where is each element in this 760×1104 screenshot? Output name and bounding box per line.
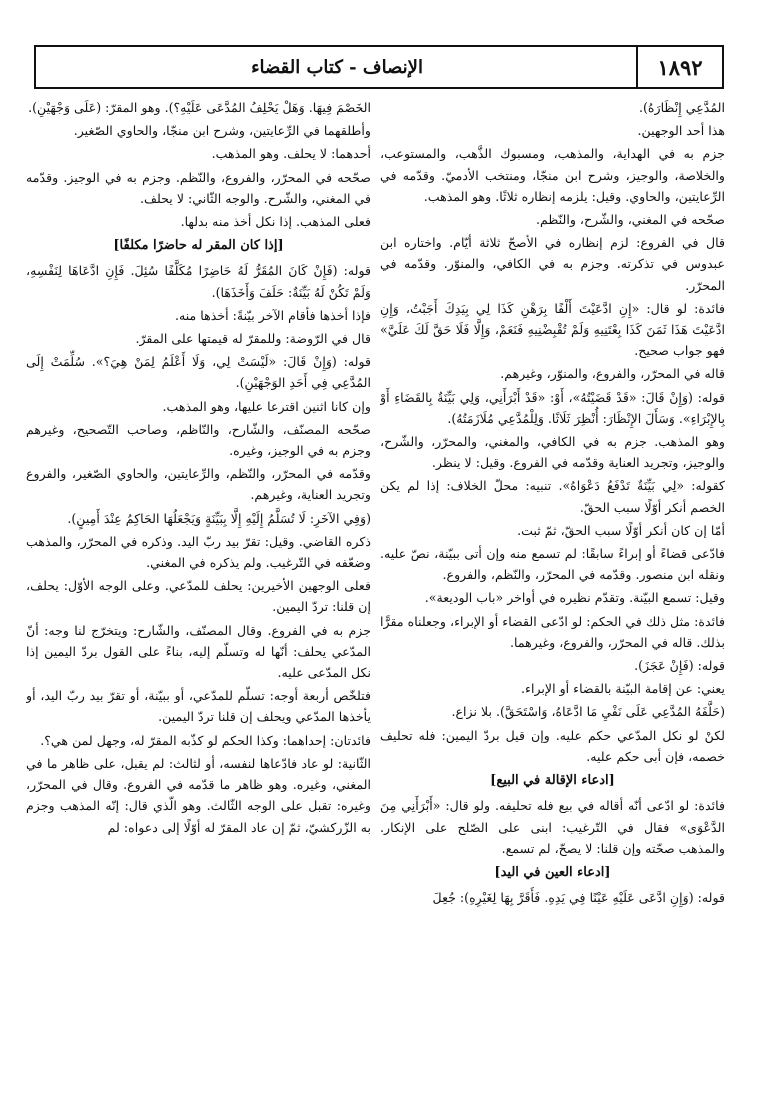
paragraph: وأطلقهما في الرِّعايتين، وشرح ابن منجّا، والحاوي الصّغير. bbox=[73, 123, 371, 139]
paragraph: قوله: (فَإِنْ عَجَزَ). bbox=[634, 658, 725, 674]
paragraph: فتلخّص أربعة أوجه: تسلّم للمدّعي، أو ببيّنة، أو تقرّ بيد ربّ اليد، أو يأخذها المدّعي ويحلف إن قلنا تردّ اليمين. bbox=[26, 688, 371, 725]
left-text-column bbox=[26, 97, 371, 1092]
paragraph: وقيل: تسمع البيّنة. وتقدّم نظيره في أواخر «باب الوديعة». bbox=[424, 590, 725, 606]
paragraph: فعلى المذهب. إذا نكل أخذ منه بدلها. bbox=[180, 214, 371, 230]
paragraph: وإن كانا اثنين اقترعا عليها، وهو المذهب. bbox=[162, 398, 371, 414]
paragraph: (حَلَّفَهُ المُدَّعِي عَلَى نَفْيِ مَا ادَّعَاهُ، وَاسْتَحَقَّ). بلا نزاع. bbox=[451, 704, 725, 720]
paragraph: أحدهما: لا يحلف. وهو المذهب. bbox=[211, 146, 371, 162]
paragraph: قوله: (وَإِنْ قَالَ: «قَدْ قَضَيْتُهُ»، أَوْ: «قَدْ أَبْرَأَنِي، وَلِي بَيِّنَةٌ بِالقَضَاءِ أَوْ بِالإِبْرَاءِ». وَسَأَلَ الإِنْظَارَ: أُنْظِرَ ثَلَاثًا. وَلِلْمُدَّعِي مُلَازَمَتُهُ). bbox=[380, 389, 725, 426]
paragraph: فادّعى قضاءً أو إبراءً سابقًا: لم تسمع منه وإن أتى ببيّنة، نصّ عليه. ونقله ابن منصور. وقدّمه في المحرّر، والنّظم، والفروع. bbox=[380, 546, 725, 583]
paragraph: يعني: عن إقامة البيّنة بالقضاء أو الإبراء. bbox=[521, 681, 725, 697]
paragraph: فائدة: لو قال: «إِنِ ادَّعَيْتَ أَلْفًا بِرَهْنِ كَذَا لِي بِيَدِكَ أَجَبْتُ، وَإِنِ ادَّعَيْتَ هَذَا ثَمَنَ كَذَا بِعْتَنِيهِ وَلَمْ تُقْبِضْنِيهِ فَنَعَمْ، وَإِلَّا فَلَا حَقَّ لَكَ عَلَيَّ» فهو جواب صحيح. bbox=[380, 300, 725, 359]
paragraph: وقدّمه في المحرّر، والنّظم، والرِّعايتين، والحاوي الصّغير، والفروع وتجريد العناية، وغيرهم. bbox=[26, 466, 371, 503]
paragraph: فائدة: مثل ذلك في الحكم: لو ادّعى القضاء أو الإبراء، وجعلناه مقرًّا بذلك. قاله في المحرّر، والفروع، وغيرهما. bbox=[380, 613, 725, 650]
paragraph: صحّحه في المحرّر، والفروع، والنّظم. وجزم به في الوجيز. وقدّمه في المغني، والشّرح. والوجه الثّاني: لا يحلف. bbox=[26, 169, 371, 206]
paragraph: لكنْ لو نكل المدّعي حكم عليه. وإن قيل بردّ اليمين: فله تحليف خصمه، فإن أبى حكم عليه. bbox=[380, 727, 725, 764]
paragraph: قوله: (وَإِنِ ادَّعَى عَلَيْهِ عَيْنًا فِي يَدِهِ. فَأَقَرَّ بِهَا لِغَيْرِهِ): جُعِلَ bbox=[432, 890, 725, 906]
paragraph: ذكره القاضي. وقيل: تقرّ بيد ربّ اليد. وذكره في المحرّر، والمذهب وضعّفه في التّرغيب. ولم يذكره في المغني. bbox=[26, 533, 371, 571]
section-heading: [إذا كان المقر له حاضرًا مكلفًا] bbox=[113, 238, 284, 254]
paragraph: المُدَّعِي إِنْظَارَهُ). bbox=[638, 100, 725, 115]
paragraph: جزم به في الفروع. وقال المصنّف، والشّارح: ويتخرّج لنا وجه: أنّ المدّعي يحلف: أنّها له وتسلّم إليه، بناءً على القول بردّ اليمين إذا نكل المدّعى عليه. bbox=[26, 622, 371, 681]
paragraph: (وَفِي الآخَرِ: لَا تُسَلَّمُ إِلَيْهِ إِلَّا بِبَيِّنَةٍ وَيَجْعَلُهَا الحَاكِمُ عِنْدَ أَمِينٍ). bbox=[67, 510, 371, 526]
page-number: ١٨٩٢ bbox=[636, 47, 722, 87]
paragraph: قال في الفروع: لزم إنظاره في الأصحّ ثلاثة أيّام. واختاره ابن عبدوس في تذكرته. وجزم به في الكافي، والمنوّر. وقدّمه في المحرّر. bbox=[380, 235, 725, 293]
paragraph: قوله: (وَإِنْ قَالَ: «لَيْسَتْ لِي، وَلَا أَعْلَمُ لِمَنْ هِيَ؟». سُلِّمَتْ إِلَى المُدَّعِي فِي أَحَدِ الوَجْهَيْنِ). bbox=[26, 354, 371, 391]
right-text-column bbox=[380, 97, 725, 1092]
paragraph: قال في الرّوضة: وللمقرّ له قيمتها على المقرّ. bbox=[135, 331, 371, 347]
paragraph: وهو المذهب. جزم به في الكافي، والمغني، والمحرّر، والشّرح، والوجيز، وتجريد العناية وقدّمه في الفروع. وقيل: لا ينظر. bbox=[380, 434, 725, 471]
paragraph: الخَصْمَ فِيهَا. وَهَلْ يَحْلِفُ المُدَّعَى عَلَيْهِ؟). وهو المقرّ: (عَلَى وَجْهَيْنِ). bbox=[28, 100, 371, 115]
paragraph: قوله: (فَإِنْ كَانَ المُقَرُّ لَهُ حَاضِرًا مُكَلَّفًا سُئِلَ. فَإِنِ ادَّعَاهَا لِنَفْسِهِ، وَلَمْ تَكُنْ لَهُ بَيِّنَةٌ: حَلَفَ وَأَخَذَهَا). bbox=[26, 263, 371, 300]
section-heading: [ادعاء العين في اليد] bbox=[494, 864, 611, 880]
paragraph: فائدة: لو ادّعى أنّه أقاله في بيع فله تحليفه. ولو قال: «أَبْرَأَنِي مِنَ الدَّعْوَى» فقال في التّرغيب: ابنى على الصّلح على الإنكار. والمذهب صحّته وإن قلنا: لا يصحّ، لم تسمع. bbox=[380, 798, 725, 856]
section-heading: [ادعاء الإقالة في البيع] bbox=[490, 773, 615, 789]
paragraph: هذا أحد الوجهين. bbox=[637, 123, 725, 139]
paragraph: أمّا إن كان أنكر أوّلًا سبب الحقّ، ثمّ ثبت. bbox=[517, 522, 725, 538]
paragraph: فعلى الوجهين الأخيرين: يحلف للمدّعي. وعلى الوجه الأوّل: يحلف، إن قلنا: تردّ اليمين. bbox=[26, 578, 371, 615]
paragraph: قاله في المحرّر، والفروع، والمنوّر، وغيرهم. bbox=[500, 366, 725, 382]
running-title: الإنصاف - كتاب القضاء bbox=[251, 56, 423, 78]
paragraph: الثّانية: لو عاد فادّعاها لنفسه، أو لثالث: لم يقبل، على ظاهر ما في المغني، وغيره. وهو ظاهر ما قدّمه في الفروع. وقال في المحرّر، وغيره: تقبل على الوجه الثّالث. وهو الّذي قال: إنّه المذهب وجزم به الزّركشيّ، ثمّ إن عاد المقرّ له أوّلًا إلى دعواه: لم bbox=[26, 755, 371, 835]
page-header bbox=[34, 45, 724, 89]
paragraph: فائدتان: إحداهما: وكذا الحكم لو كذّبه المقرّ له، وجهل لمن هي؟. bbox=[40, 732, 371, 748]
paragraph: صحّحه في المغني، والشّرح، والنّظم. bbox=[535, 212, 725, 228]
paragraph: جزم به في الهداية، والمذهب، ومسبوك الذَّهب، والمستوعب، والخلاصة، والوجيز، وشرح ابن منجّا، ومنتخب الأدميّ. وقدّمه في الرِّعايتين، والحاوي. وقيل: يلزمه إنظاره ثلاثًا. وهو المذهب. bbox=[380, 146, 725, 204]
paragraph: كقوله: «لِي بَيِّنَةٌ تَدْفَعُ دَعْوَاهُ». تنبيه: محلّ الخلاف: إذا لم يكن الخصم أنكر أوّلًا سبب الحقّ. bbox=[380, 478, 725, 515]
paragraph: فإذا أخذها فأقام الآخر بيّنةً: أخذها منه. bbox=[174, 307, 371, 323]
paragraph: صحّحه المصنّف، والشّارح، والنّاظم، وصاحب التّصحيح، وغيرهم وجزم به في الوجيز، وغيره. bbox=[26, 421, 371, 459]
